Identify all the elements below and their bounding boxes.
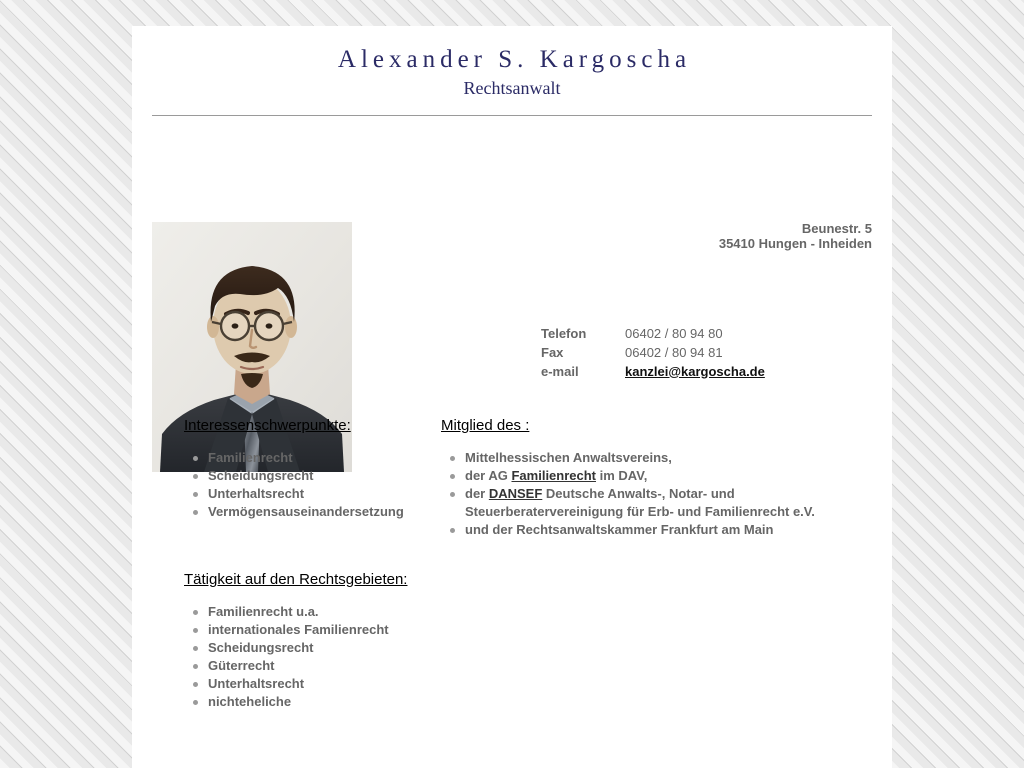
interests-list	[184, 449, 434, 521]
list-item: Familienrecht u.a.	[184, 603, 484, 621]
list-item: nichteheliche	[184, 693, 484, 711]
familienrecht-link[interactable]: Familienrecht	[511, 467, 597, 483]
list-item: Familienrecht	[184, 449, 434, 467]
item-text: Mittelhessischen Anwaltsvereins,	[465, 449, 672, 465]
list-item: Unterhaltsrecht	[184, 485, 434, 503]
item-prefix: der	[465, 485, 489, 501]
item-text: Deutsche Anwalts-, Notar- und Steuerberatervereinigung für Erb- und Familienrecht e.V.	[465, 485, 815, 519]
membership-section	[441, 417, 861, 539]
contact-row-fax	[541, 343, 765, 362]
list-item: Scheidungsrecht	[184, 467, 434, 485]
practice-areas-heading: Tätigkeit auf den Rechtsgebieten:	[184, 570, 408, 588]
list-item	[441, 521, 861, 539]
email-label: e-mail	[541, 363, 579, 379]
fax-label: Fax	[541, 344, 564, 360]
phone-value: 06402 / 80 94 80	[625, 325, 723, 341]
interests-section	[184, 417, 434, 521]
address-street: Beunestr. 5	[801, 220, 872, 236]
email-link[interactable]: kanzlei@kargoscha.de	[625, 363, 765, 379]
contact-details-table	[541, 324, 765, 381]
list-item: internationales Familienrecht	[184, 621, 484, 639]
membership-list	[441, 449, 861, 539]
membership-heading: Mitglied des :	[441, 416, 530, 434]
practice-areas-section	[184, 571, 484, 711]
site-header	[132, 26, 892, 117]
list-item: Scheidungsrecht	[184, 639, 484, 657]
contact-row-email	[541, 362, 765, 381]
page-subtitle: Rechtsanwalt	[463, 78, 561, 99]
item-prefix: der AG	[465, 467, 512, 483]
item-text: und der Rechtsanwaltskammer Frankfurt am Main	[465, 521, 774, 537]
practice-areas-list	[184, 603, 484, 711]
list-item	[441, 449, 861, 467]
list-item	[441, 467, 861, 485]
list-item	[441, 485, 861, 521]
contact-row-phone	[541, 324, 765, 343]
item-text: im DAV,	[596, 467, 648, 483]
dansef-link[interactable]: DANSEF	[488, 485, 543, 501]
interests-heading: Interessenschwerpunkte:	[184, 416, 351, 434]
list-item: Güterrecht	[184, 657, 484, 675]
list-item: Vermögensauseinandersetzung	[184, 503, 434, 521]
page-title: Alexander S. Kargoscha	[337, 46, 692, 73]
page-content-panel	[132, 26, 892, 768]
address-city: 35410 Hungen - Inheiden	[718, 235, 872, 251]
phone-label: Telefon	[541, 325, 587, 341]
postal-address	[719, 221, 872, 251]
fax-value: 06402 / 80 94 81	[625, 344, 723, 360]
list-item: Unterhaltsrecht	[184, 675, 484, 693]
email-value-cell	[625, 362, 765, 381]
contact-area	[132, 117, 892, 417]
